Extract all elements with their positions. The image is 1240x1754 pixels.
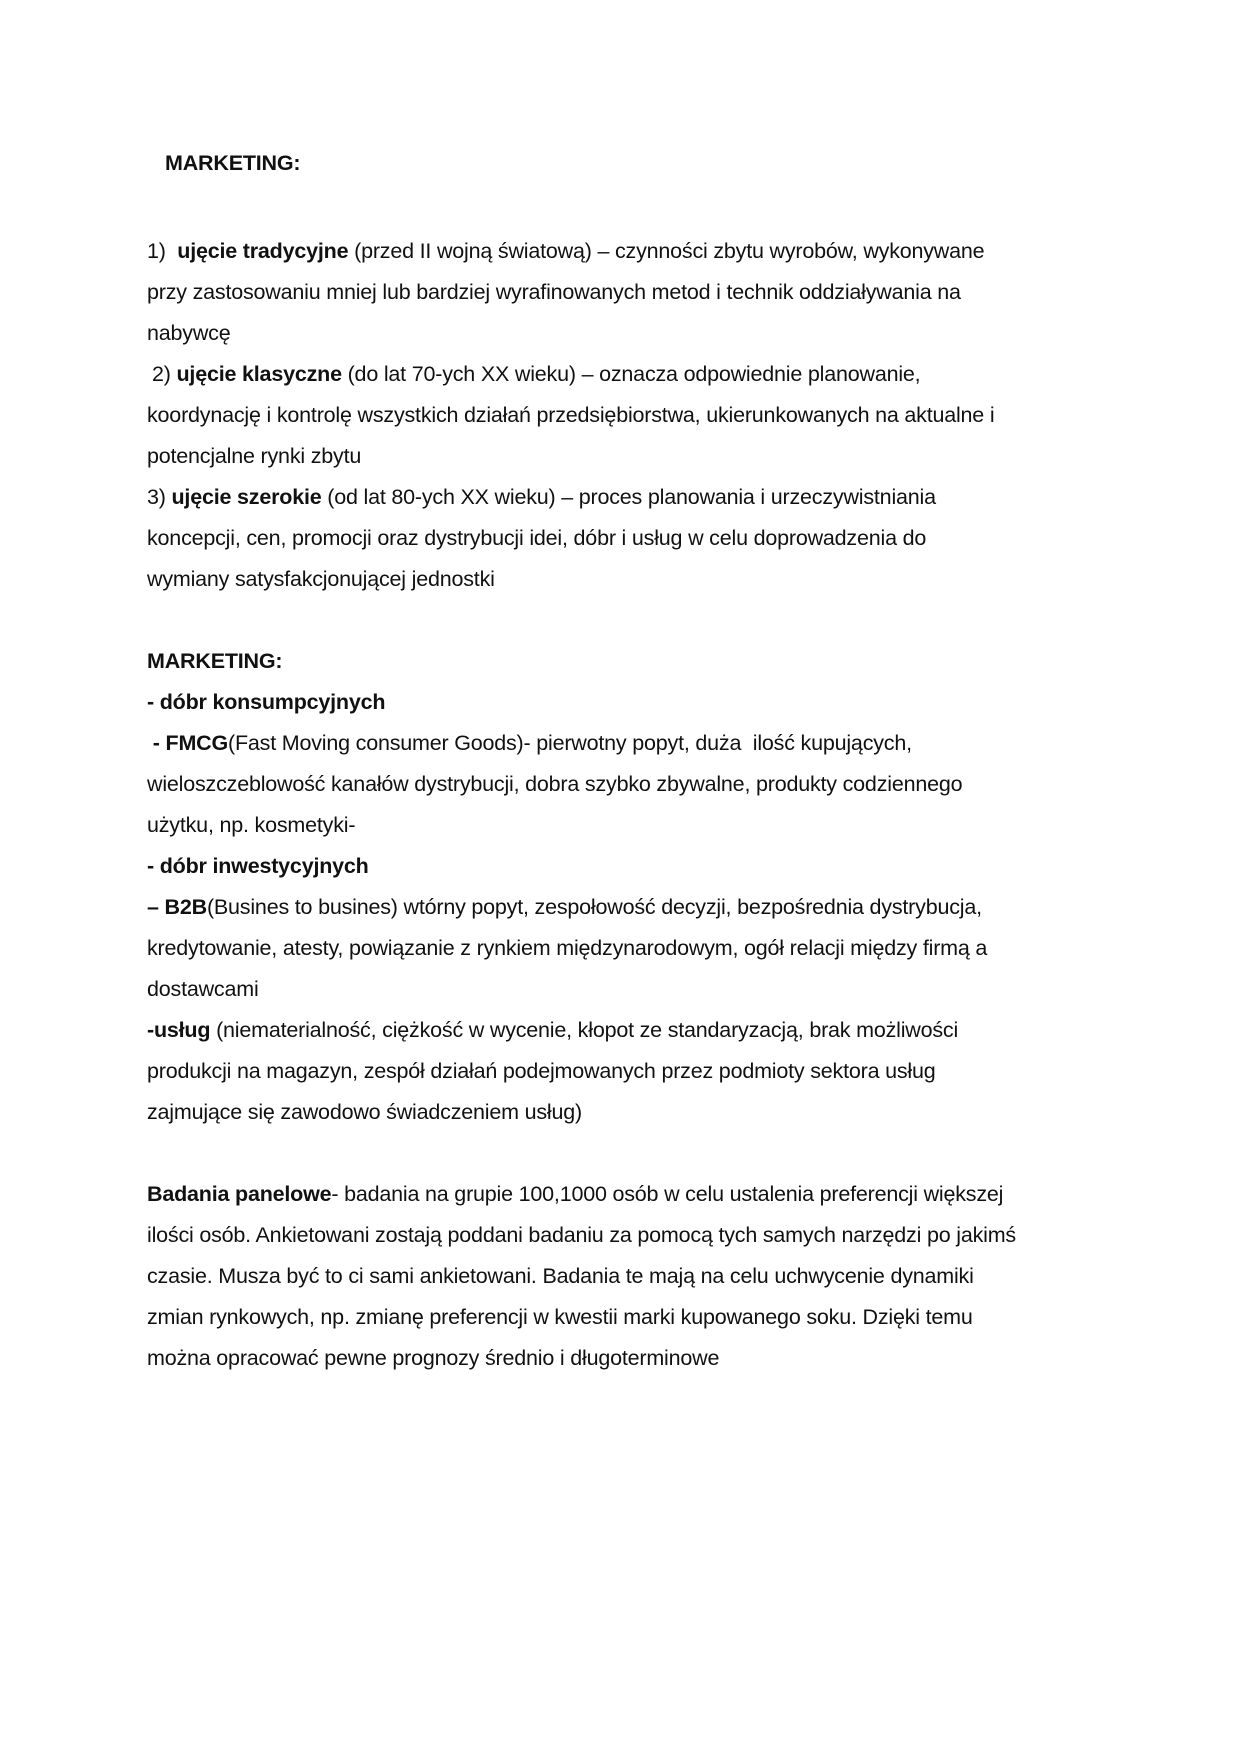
- item1-line1: 1) ujęcie tradycyjne (przed II wojną światową) – czynności zbytu wyrobów, wykonywane: [147, 239, 985, 263]
- investment-goods-line: - dóbr inwestycyjnych: [147, 854, 369, 878]
- panel-research-line4: zmian rynkowych, np. zmianę preferencji w kwestii marki kupowanego soku. Dzięki temu: [147, 1305, 973, 1329]
- item1-line2: przy zastosowaniu mniej lub bardziej wyrafinowanych metod i technik oddziaływania na: [147, 280, 961, 304]
- item1-term: ujęcie tradycyjne: [177, 239, 349, 263]
- panel-research-line1: Badania panelowe- badania na grupie 100,1000 osób w celu ustalenia preferencji większej: [147, 1182, 1004, 1206]
- item3-term: ujęcie szerokie: [171, 485, 322, 509]
- panel-research-term: Badania panelowe: [147, 1182, 332, 1206]
- item2-line2: koordynację i kontrolę wszystkich działań przedsiębiorstwa, ukierunkowanych na aktualne i: [147, 403, 995, 427]
- item3-line3: wymiany satysfakcjonującej jednostki: [147, 567, 495, 591]
- item2-line1: 2) ujęcie klasyczne (do lat 70-ych XX wieku) – oznacza odpowiednie planowanie,: [152, 362, 921, 386]
- fmcg-term: FMCG: [165, 731, 229, 755]
- panel-research-line5: można opracować pewne prognozy średnio i długoterminowe: [147, 1346, 720, 1370]
- panel-research-line2: ilości osób. Ankietowani zostają poddani badaniu za pomocą tych samych narzędzi po jakimś: [147, 1223, 1016, 1247]
- heading-marketing-2: MARKETING:: [147, 649, 283, 673]
- item1-line3: nabywcę: [147, 321, 231, 345]
- fmcg-line3: użytku, np. kosmetyki-: [147, 813, 356, 837]
- fmcg-line1: - FMCG(Fast Moving consumer Goods)- pierwotny popyt, duża ilość kupujących,: [147, 731, 912, 755]
- item2-term: ujęcie klasyczne: [176, 362, 342, 386]
- services-line3: zajmujące się zawodowo świadczeniem usług): [147, 1100, 582, 1124]
- b2b-line1: – B2B(Busines to busines) wtórny popyt, zespołowość decyzji, bezpośrednia dystrybucja,: [147, 895, 982, 919]
- b2b-line2: kredytowanie, atesty, powiązanie z rynkiem międzynarodowym, ogół relacji między firmą a: [147, 936, 988, 960]
- fmcg-line2: wieloszczeblowość kanałów dystrybucji, dobra szybko zbywalne, produkty codziennego: [147, 772, 963, 796]
- item3-line2: koncepcji, cen, promocji oraz dystrybucji idei, dóbr i usług w celu doprowadzenia do: [147, 526, 927, 550]
- services-line1: -usług (niematerialność, ciężkość w wycenie, kłopot ze standaryzacją, brak możliwości: [147, 1018, 959, 1042]
- consumer-goods-line: - dóbr konsumpcyjnych: [147, 690, 386, 714]
- heading-marketing-1: MARKETING:: [165, 151, 301, 175]
- item2-line3: potencjalne rynki zbytu: [147, 444, 362, 468]
- services-line2: produkcji na magazyn, zespół działań podejmowanych przez podmioty sektora usług: [147, 1059, 936, 1083]
- b2b-term: – B2B: [147, 895, 207, 919]
- b2b-line3: dostawcami: [147, 977, 259, 1001]
- services-term: -usług: [147, 1018, 211, 1042]
- panel-research-line3: czasie. Musza być to ci sami ankietowani. Badania te mają na celu uchwycenie dynamiki: [147, 1264, 974, 1288]
- item3-line1: 3) ujęcie szerokie (od lat 80-ych XX wieku) – proces planowania i urzeczywistniania: [147, 485, 936, 509]
